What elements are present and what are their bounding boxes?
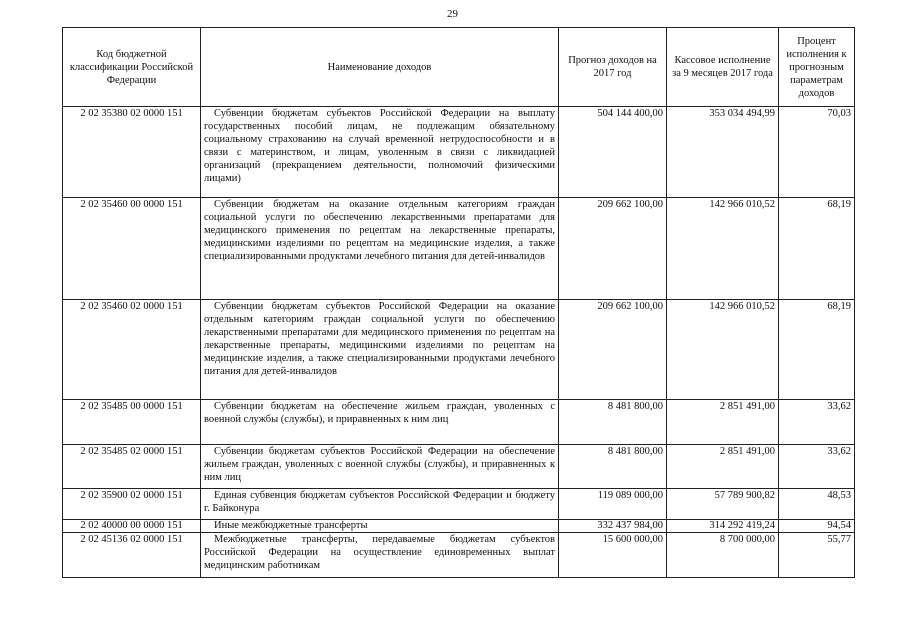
row-forecast: 119 089 000,00 <box>559 489 667 520</box>
row-percent: 68,19 <box>779 198 855 300</box>
row-code: 2 02 35380 02 0000 151 <box>63 107 201 198</box>
row-cash: 142 966 010,52 <box>667 198 779 300</box>
header-name: Наименование доходов <box>201 28 559 107</box>
row-name: Субвенции бюджетам субъектов Российской Федерации на обеспечение жильем граждан, уволенных с военной службы (службы), и приравненных к ним лиц <box>201 445 559 489</box>
header-forecast: Прогноз доходов на 2017 год <box>559 28 667 107</box>
table-row <box>63 400 855 445</box>
row-cash: 2 851 491,00 <box>667 400 779 445</box>
table-row <box>63 300 855 400</box>
row-percent: 33,62 <box>779 445 855 489</box>
table-row <box>63 445 855 489</box>
row-code: 2 02 35485 02 0000 151 <box>63 445 201 489</box>
row-cash: 8 700 000,00 <box>667 533 779 578</box>
row-percent: 55,77 <box>779 533 855 578</box>
row-forecast: 504 144 400,00 <box>559 107 667 198</box>
row-code: 2 02 35460 00 0000 151 <box>63 198 201 300</box>
row-name: Субвенции бюджетам субъектов Российской Федерации на выплату государственных пособий лицам, не подлежащим обязательному социальному страхованию на случай временной нетрудоспособности и в связи с материнством, и лицам, уволенным в связи с ликвидацией организаций (прекращением деятельности, полномочий физическими лицами) <box>201 107 559 198</box>
table-header-row <box>63 28 855 107</box>
row-name: Субвенции бюджетам на оказание отдельным категориям граждан социальной услуги по обеспечению лекарственными препаратами для медицинского применения по рецептам на лекарственные препараты, медицинскими изделиями по рецептам на медицинские изделия, а также специализированными продуктами лечебного питания для детей-инвалидов <box>201 198 559 300</box>
row-code: 2 02 45136 02 0000 151 <box>63 533 201 578</box>
row-cash: 57 789 900,82 <box>667 489 779 520</box>
page-number: 29 <box>447 8 458 20</box>
row-cash: 2 851 491,00 <box>667 445 779 489</box>
table-row <box>63 489 855 520</box>
row-percent: 48,53 <box>779 489 855 520</box>
row-forecast: 8 481 800,00 <box>559 445 667 489</box>
row-percent: 68,19 <box>779 300 855 400</box>
header-code: Код бюджетной классификации Российской Федерации <box>63 28 201 107</box>
table-row <box>63 198 855 300</box>
table-row <box>63 520 855 533</box>
row-name: Иные межбюджетные трансферты <box>201 520 559 533</box>
row-forecast: 209 662 100,00 <box>559 300 667 400</box>
row-percent: 33,62 <box>779 400 855 445</box>
row-cash: 314 292 419,24 <box>667 520 779 533</box>
table-row <box>63 533 855 578</box>
row-code: 2 02 40000 00 0000 151 <box>63 520 201 533</box>
row-forecast: 332 437 984,00 <box>559 520 667 533</box>
row-cash: 142 966 010,52 <box>667 300 779 400</box>
row-code: 2 02 35485 00 0000 151 <box>63 400 201 445</box>
row-cash: 353 034 494,99 <box>667 107 779 198</box>
header-cash-execution: Кассовое исполнение за 9 месяцев 2017 года <box>667 28 779 107</box>
row-name: Единая субвенция бюджетам субъектов Российской Федерации и бюджету г. Байконура <box>201 489 559 520</box>
header-percent: Процент исполнения к прогнозным параметрам доходов <box>779 28 855 107</box>
revenue-table <box>62 27 855 578</box>
row-code: 2 02 35900 02 0000 151 <box>63 489 201 520</box>
row-forecast: 209 662 100,00 <box>559 198 667 300</box>
row-code: 2 02 35460 02 0000 151 <box>63 300 201 400</box>
row-percent: 94,54 <box>779 520 855 533</box>
row-name: Межбюджетные трансферты, передаваемые бюджетам субъектов Российской Федерации на осуществление единовременных выплат медицинским работникам <box>201 533 559 578</box>
row-forecast: 8 481 800,00 <box>559 400 667 445</box>
row-name: Субвенции бюджетам субъектов Российской Федерации на оказание отдельным категориям граждан социальной услуги по обеспечению лекарственными препаратами для медицинского применения по рецептам на лекарственные препараты, медицинскими изделиями по рецептам на медицинские изделия, а также специализированными продуктами лечебного питания для детей-инвалидов <box>201 300 559 400</box>
row-percent: 70,03 <box>779 107 855 198</box>
row-name: Субвенции бюджетам на обеспечение жильем граждан, уволенных с военной службы (службы), и приравненных к ним лиц <box>201 400 559 445</box>
row-forecast: 15 600 000,00 <box>559 533 667 578</box>
table-row <box>63 107 855 198</box>
